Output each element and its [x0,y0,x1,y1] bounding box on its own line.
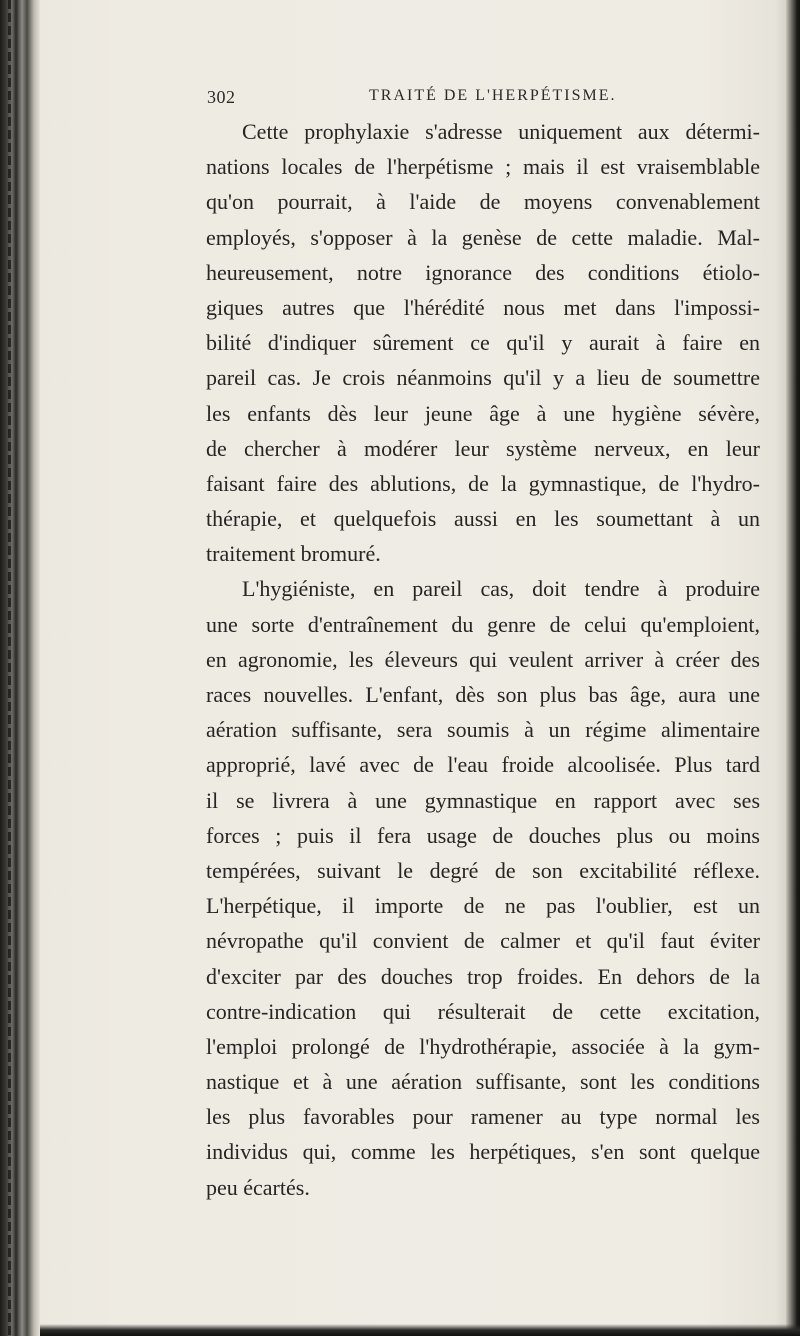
binding-gutter [0,0,40,1336]
text-line: d'exciter par des douches trop froides. En dehors de la [206,963,760,989]
text-line: les enfants dès leur jeune âge à une hygiène sévère, [206,400,760,426]
text-line: névropathe qu'il convient de calmer et qu'il faut éviter [206,928,760,954]
text-line: tempérées, suivant le degré de son excitabilité réflexe. [206,857,760,883]
text-line: nations locales de l'herpétisme ; mais il est vraisemblable [206,154,760,180]
text-line: traitement bromuré. [206,541,381,567]
text-line: approprié, lavé avec de l'eau froide alcoolisée. Plus tard [206,752,760,778]
text-line: de chercher à modérer leur système nerveux, en leur [206,435,760,461]
text-line: faisant faire des ablutions, de la gymnastique, de l'hydro- [206,470,760,496]
text-line: thérapie, et quelquefois aussi en les soumettant à un [206,506,760,532]
page-right-edge [786,0,800,1336]
text-line: heureusement, notre ignorance des conditions étiolo- [206,259,760,285]
text-line: peu écartés. [206,1174,310,1200]
text-line: qu'on pourrait, à l'aide de moyens convenablement [206,189,760,215]
running-head: TRAITÉ DE L'HERPÉTISME. [369,87,617,104]
text-line: nastique et à une aération suffisante, sont les conditions [206,1069,760,1095]
text-line: les plus favorables pour ramener au type normal les [206,1104,760,1130]
page-bottom-edge [40,1324,800,1336]
text-line: il se livrera à une gymnastique en rapport avec ses [206,787,760,813]
text-line: L'hygiéniste, en pareil cas, doit tendre à produire [242,576,760,602]
text-line: L'herpétique, il importe de ne pas l'oublier, est un [206,893,760,919]
text-line: contre-indication qui résulterait de cette excitation, [206,998,760,1024]
binding-stitching [8,0,11,1336]
body-text [206,114,760,1205]
text-line: en agronomie, les éleveurs qui veulent arriver à créer des [206,646,760,672]
text-line: forces ; puis il fera usage de douches plus ou moins [206,822,760,848]
page-number: 302 [207,87,236,107]
text-line: employés, s'opposer à la genèse de cette maladie. Mal- [206,224,760,250]
text-line: aération suffisante, sera soumis à un régime alimentaire [206,717,760,743]
text-line: Cette prophylaxie s'adresse uniquement aux détermi- [242,119,760,144]
text-line: giques autres que l'hérédité nous met dans l'impossi- [206,294,760,320]
text-line: pareil cas. Je crois néanmoins qu'il y a lieu de soumettre [206,365,760,391]
page-header [207,87,767,113]
text-line: races nouvelles. L'enfant, dès son plus bas âge, aura une [206,682,760,707]
text-line: une sorte d'entraînement du genre de celui qu'emploient, [206,611,760,637]
text-line: individus qui, comme les herpétiques, s'en sont quelque [206,1139,760,1165]
text-line: bilité d'indiquer sûrement ce qu'il y aurait à faire en [206,330,760,356]
text-line: l'emploi prolongé de l'hydrothérapie, associée à la gym- [206,1033,760,1059]
